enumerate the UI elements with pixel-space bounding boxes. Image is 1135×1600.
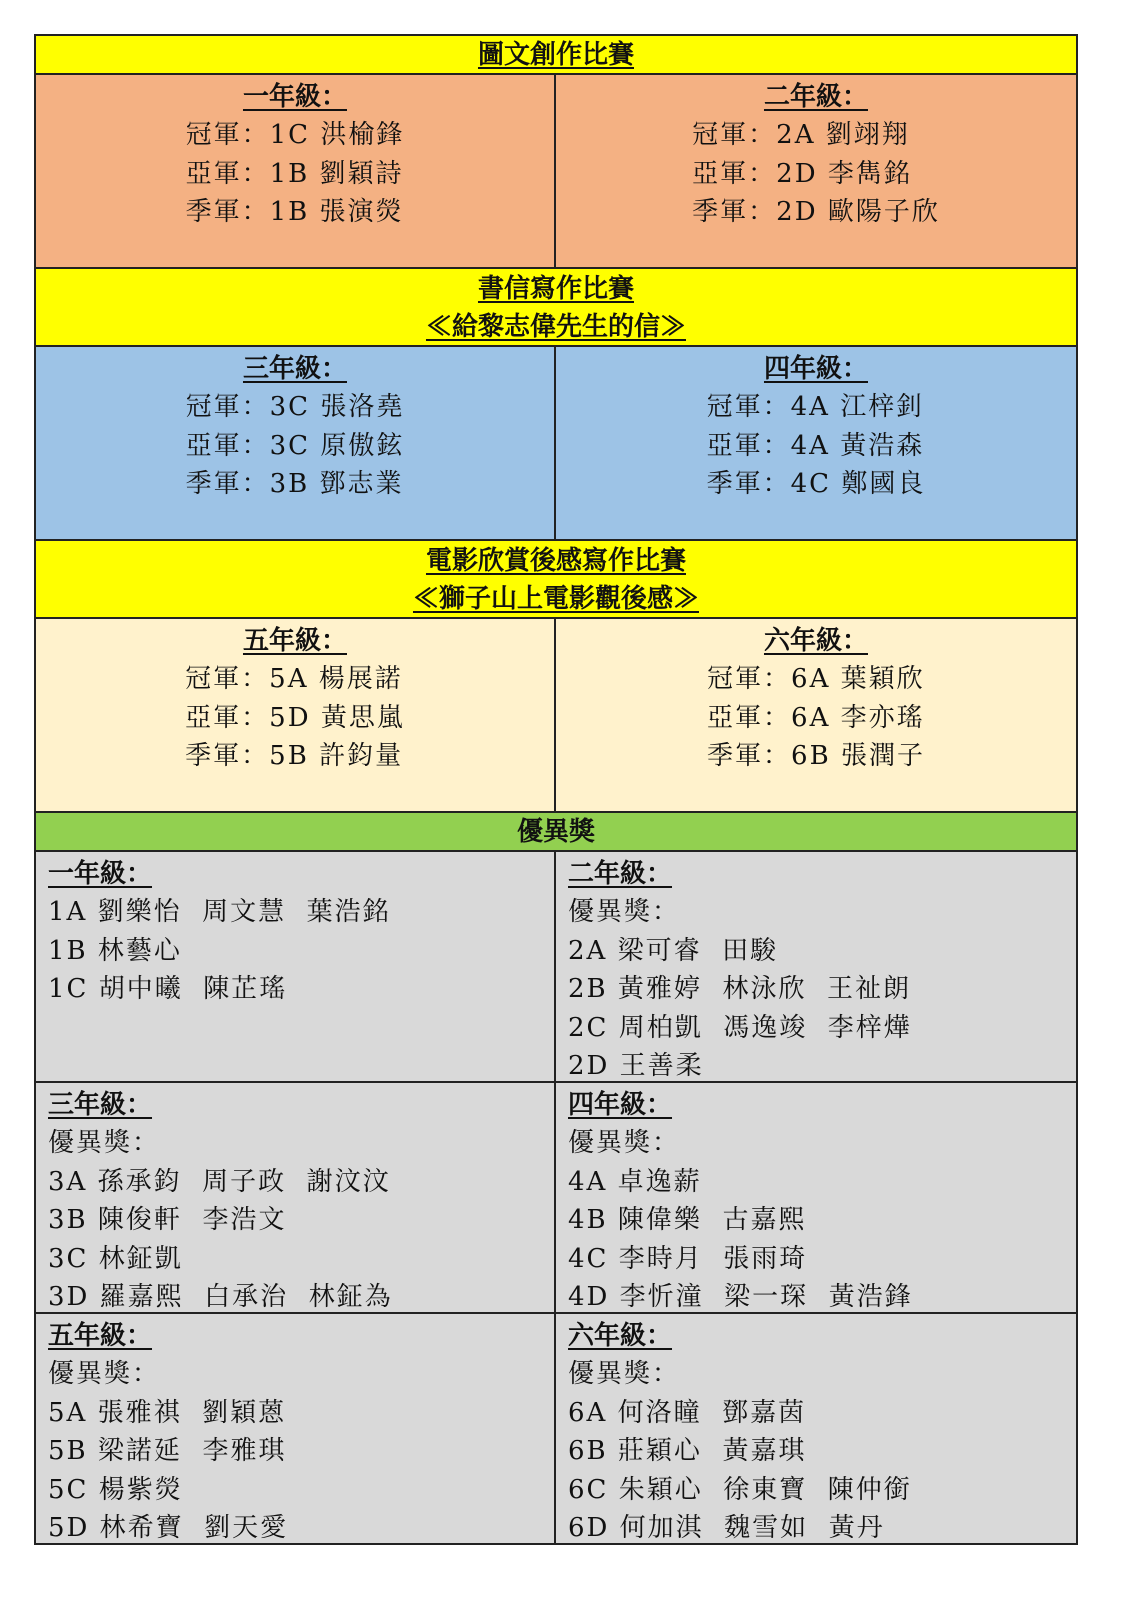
- merit-grade3-cell: [36, 1083, 556, 1312]
- third-place-line: 季軍：6B 張潤子: [707, 741, 925, 771]
- grade-heading: 三年級：: [242, 354, 347, 384]
- merit-line: 2C 周柏凱 馮逸竣 李梓燁: [568, 1012, 912, 1043]
- merit-line: 1B 林藝心: [48, 935, 182, 966]
- grade-heading: 六年級：: [763, 626, 868, 656]
- runner-up-line: 亞軍：6A 李亦瑤: [707, 702, 925, 733]
- section2-header: [36, 269, 1076, 347]
- merit-line: 5A 張雅祺 劉穎蒽: [48, 1397, 287, 1428]
- section2-grade4-cell: [556, 347, 1076, 539]
- merit-line: 優異獎：: [568, 1359, 681, 1389]
- section3-subtitle: ≪獅子山上電影觀後感≫: [412, 584, 699, 614]
- section3-row: [36, 619, 1076, 813]
- merit-line: 6A 何洛瞳 鄧嘉茵: [568, 1397, 807, 1428]
- merit-line: 2A 梁可睿 田駿: [568, 935, 779, 966]
- merit-line: 優異獎：: [48, 1359, 161, 1389]
- merit-title: 優異獎: [516, 817, 595, 847]
- section2-grade3-cell: [36, 347, 556, 539]
- grade-heading: 四年級：: [763, 354, 868, 384]
- grade-heading: 二年級：: [763, 82, 868, 112]
- section3-header: [36, 541, 1076, 619]
- merit-line: 4D 李忻潼 梁一琛 黃浩鋒: [568, 1282, 913, 1312]
- merit-line: 5C 楊紫熒: [48, 1474, 183, 1505]
- merit-line: 1C 胡中曦 陳芷瑤: [48, 974, 288, 1004]
- champion-line: 冠軍：4A 江梓釗: [706, 392, 925, 422]
- merit-line: 5B 梁諾延 李雅琪: [48, 1436, 287, 1466]
- merit-line: 3B 陳俊軒 李浩文: [48, 1205, 287, 1235]
- grade-heading: 六年級：: [568, 1321, 673, 1351]
- runner-up-line: 亞軍：5D 黃思嵐: [185, 702, 405, 733]
- section3-grade5-cell: [36, 619, 556, 811]
- results-table: [34, 34, 1078, 1545]
- section1-header: [36, 36, 1076, 75]
- section3-grade6-cell: [556, 619, 1076, 811]
- third-place-line: 季軍：3B 鄧志業: [185, 469, 404, 499]
- merit-grade2-cell: [556, 852, 1076, 1081]
- merit-line: 4B 陳偉樂 古嘉熙: [568, 1205, 807, 1235]
- merit-line: 1A 劉樂怡 周文慧 葉浩銘: [48, 897, 391, 927]
- section2-title: 書信寫作比賽: [477, 274, 634, 304]
- section1-grade1-cell: [36, 75, 556, 267]
- merit-row-1: [36, 852, 1076, 1083]
- merit-line: 5D 林希寶 劉天愛: [48, 1513, 289, 1543]
- merit-line: 4A 卓逸薪: [568, 1166, 702, 1197]
- merit-header: [36, 813, 1076, 852]
- third-place-line: 季軍：5B 許鈞量: [185, 741, 404, 771]
- merit-grade4-cell: [556, 1083, 1076, 1312]
- section1-title: 圖文創作比賽: [477, 40, 634, 70]
- grade-heading: 五年級：: [242, 626, 347, 656]
- runner-up-line: 亞軍：4A 黃浩森: [706, 430, 925, 461]
- grade-heading: 二年級：: [568, 859, 673, 889]
- merit-row-2: [36, 1083, 1076, 1314]
- merit-grade5-cell: [36, 1314, 556, 1543]
- merit-line: 6C 朱穎心 徐東寶 陳仲銜: [568, 1474, 912, 1505]
- third-place-line: 季軍：4C 鄭國良: [706, 469, 926, 499]
- merit-grade1-cell: [36, 852, 556, 1081]
- runner-up-line: 亞軍：3C 原傲鉉: [185, 430, 405, 461]
- champion-line: 冠軍：1C 洪榆鋒: [185, 120, 405, 150]
- grade-heading: 三年級：: [48, 1090, 153, 1120]
- third-place-line: 季軍：2D 歐陽子欣: [692, 197, 940, 227]
- runner-up-line: 亞軍：1B 劉穎詩: [185, 158, 404, 189]
- champion-line: 冠軍：6A 葉穎欣: [707, 664, 925, 694]
- champion-line: 冠軍：2A 劉翊翔: [692, 120, 910, 150]
- section2-subtitle: ≪給黎志偉先生的信≫: [425, 312, 686, 342]
- merit-row-3: [36, 1314, 1076, 1543]
- merit-line: 3D 羅嘉熙 白承治 林鉦為: [48, 1282, 393, 1312]
- merit-line: 4C 李時月 張雨琦: [568, 1243, 808, 1274]
- grade-heading: 四年級：: [568, 1090, 673, 1120]
- merit-line: 優異獎：: [568, 897, 681, 927]
- grade-heading: 一年級：: [48, 859, 153, 889]
- merit-line: 6D 何加淇 魏雪如 黃丹: [568, 1513, 885, 1543]
- merit-line: 3A 孫承鈞 周子政 謝汶汶: [48, 1166, 391, 1197]
- section1-grade2-cell: [556, 75, 1076, 267]
- merit-line: 6B 莊穎心 黃嘉琪: [568, 1436, 807, 1466]
- merit-line: 2B 黃雅婷 林泳欣 王祉朗: [568, 974, 911, 1004]
- champion-line: 冠軍：5A 楊展諾: [185, 664, 403, 694]
- section2-row: [36, 347, 1076, 541]
- grade-heading: 五年級：: [48, 1321, 153, 1351]
- section1-row: [36, 75, 1076, 269]
- champion-line: 冠軍：3C 張洛堯: [185, 392, 405, 422]
- section3-title: 電影欣賞後感寫作比賽: [425, 546, 686, 576]
- merit-line: 3C 林鉦凱: [48, 1243, 183, 1274]
- merit-grade6-cell: [556, 1314, 1076, 1543]
- merit-line: 2D 王善柔: [568, 1051, 704, 1081]
- merit-line: 優異獎：: [48, 1128, 161, 1158]
- runner-up-line: 亞軍：2D 李雋銘: [692, 158, 912, 189]
- merit-line: 優異獎：: [568, 1128, 681, 1158]
- third-place-line: 季軍：1B 張演熒: [185, 197, 404, 227]
- grade-heading: 一年級：: [242, 82, 347, 112]
